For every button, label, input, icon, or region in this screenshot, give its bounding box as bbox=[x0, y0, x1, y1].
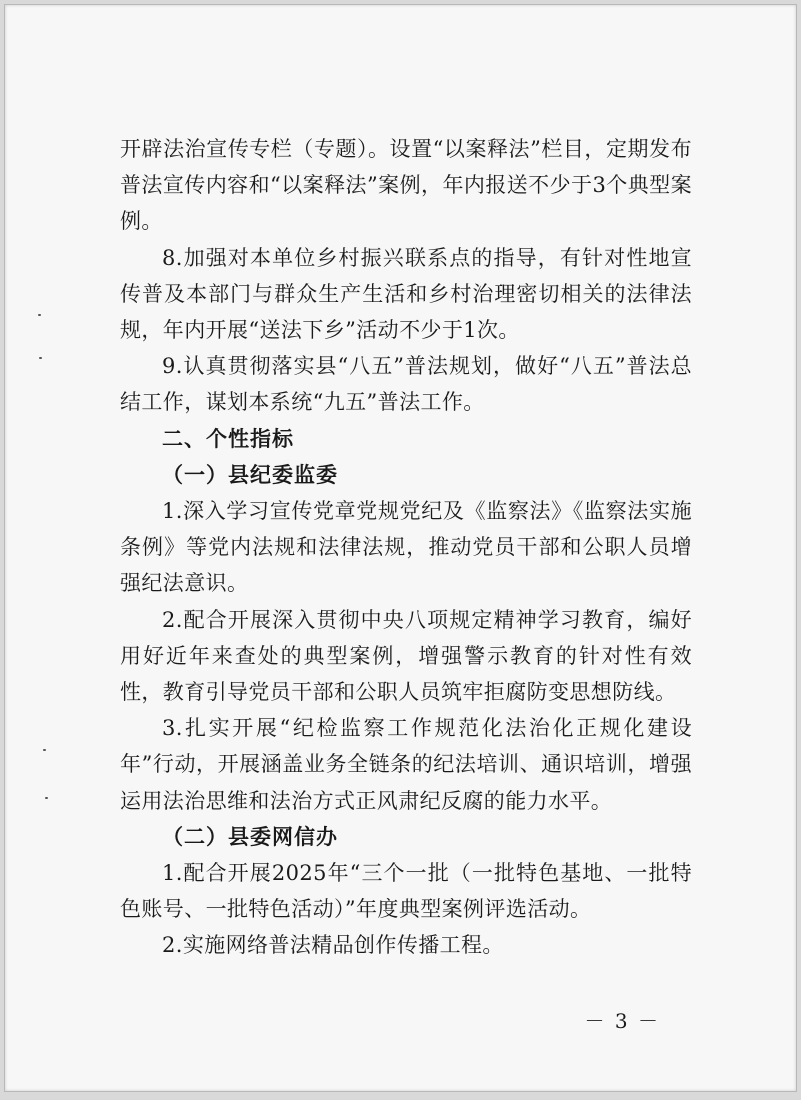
subsection-2-item-1: 1.配合开展2025年“三个一批（一批特色基地、一批特色账号、一批特色活动）”年度典型案例评选活动。 bbox=[120, 861, 692, 922]
scan-speck bbox=[38, 314, 41, 316]
document-page bbox=[4, 4, 797, 1092]
scan-speck bbox=[45, 797, 48, 799]
page-number: － 3 － bbox=[584, 1009, 660, 1033]
subsection-1-item-1: 1.深入学习宣传党章党规党纪及《监察法》《监察法实施条例》等党内法规和法律法规，推动党员干部和公职人员增强纪法意识。 bbox=[120, 499, 692, 596]
document-body bbox=[120, 131, 692, 964]
paragraph-item-9: 9.认真贯彻落实县“八五”普法规划，做好“八五”普法总结工作，谋划本系统“九五”普法工作。 bbox=[120, 354, 692, 415]
subsection-1-item-3: 3.扎实开展“纪检监察工作规范化法治化正规化建设年”行动，开展涵盖业务全链条的纪法培训、通识培训，增强运用法治思维和法治方式正风肃纪反腐的能力水平。 bbox=[120, 716, 692, 813]
subsection-title-1: （一）县纪委监委 bbox=[162, 461, 338, 487]
paragraph-item-8: 8.加强对本单位乡村振兴联系点的指导，有针对性地宣传普及本部门与群众生产生活和乡村治理密切相关的法律法规，年内开展“送法下乡”活动不少于1次。 bbox=[120, 245, 692, 343]
scan-speck bbox=[43, 749, 46, 751]
subsection-1-item-2: 2.配合开展深入贯彻中央八项规定精神学习教育，编好用好近年来查处的典型案例，增强警示教育的针对性有效性，教育引导党员干部和公职人员筑牢拒腐防变思想防线。 bbox=[120, 607, 692, 705]
paragraph-continuation: 开辟法治宣传专栏（专题）。设置“以案释法”栏目，定期发布普法宣传内容和“以案释法”案例，年内报送不少于3个典型案例。 bbox=[120, 137, 692, 234]
scan-speck bbox=[39, 357, 42, 359]
subsection-title-2: （二）县委网信办 bbox=[162, 823, 338, 849]
subsection-2-item-2: 2.实施网络普法精品创作传播工程。 bbox=[162, 933, 504, 958]
section-title: 二、个性指标 bbox=[162, 426, 294, 451]
